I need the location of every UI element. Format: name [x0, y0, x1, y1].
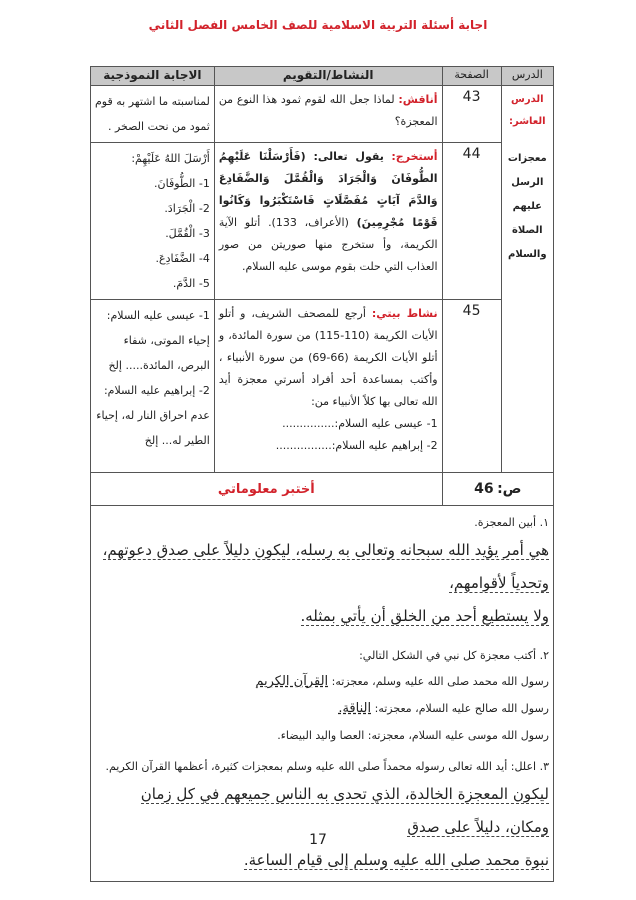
answer-line: الطير له... إلخ	[144, 434, 210, 447]
answer-text: نبوة محمد صلى الله عليه وسلم إلى قيام الساعة.	[243, 851, 549, 869]
lesson-word: والسلام	[508, 249, 547, 260]
question-3	[95, 755, 549, 779]
answer-line: إحياء الموتى، شفاء	[123, 334, 210, 347]
lesson-word: الرسل	[511, 177, 544, 188]
section-header-row	[91, 473, 554, 506]
questions-cell	[91, 506, 554, 882]
page-title: اجابة أسئلة التربية الاسلامية للصف الخامس الفصل الثاني	[148, 18, 488, 32]
question-text: أكتب معجزة كل نبي في الشكل التالي:	[359, 649, 537, 662]
answer-cell	[91, 86, 215, 143]
question-2-line	[95, 722, 549, 749]
activity-label: نشاط بيتي:	[371, 307, 438, 320]
activity-cell	[214, 86, 442, 143]
section-title: أختبر معلوماتي	[217, 481, 315, 497]
answer-line: 4- الضَّفَادِعَ.	[155, 252, 210, 265]
answer-text: ليكون المعجزة الخالدة، الذي تحدى به الناس جميعهم في كل زمان ومكان، دليلاً على صدق	[140, 785, 549, 836]
line-prefix: رسول الله موسى عليه السلام، معجزته:	[367, 729, 549, 742]
activity-cell	[214, 300, 442, 473]
page-number: 17	[309, 832, 327, 848]
table-row	[91, 86, 554, 143]
activity-text: لماذا جعل الله لقوم ثمود هذا النوع من المعجزة؟	[218, 93, 438, 128]
answer-cell	[91, 143, 215, 300]
line-prefix: رسول الله محمد صلى الله عليه وسلم، معجزته:	[331, 675, 549, 688]
header-lesson: الدرس	[501, 67, 553, 86]
answer-line: 1- الطُّوفَانَ.	[154, 177, 210, 190]
lesson-word: عليهم	[512, 201, 543, 212]
header-page: الصفحة	[442, 67, 501, 86]
section-page-cell	[442, 473, 553, 506]
questions-row	[91, 506, 554, 882]
question-2-line	[95, 668, 549, 695]
question-2	[95, 644, 549, 668]
answer-line: 3- الْقُمَّلَ.	[165, 227, 210, 240]
answer-cell	[91, 300, 215, 473]
activity-cell	[214, 143, 442, 300]
answer-line: ثمود من نحت الصخر .	[107, 120, 210, 133]
question-text: اعلل: أيد الله تعالى رسوله محمداً صلى الله عليه وسلم بمعجزات كثيرة، أعظمها القرآن الكريم.	[105, 760, 537, 773]
answer-text: هي أمر يؤيد الله سبحانه وتعالى به رسله، ليكون دليلاً على صدق دعوتهم، وتحدياً لأقوامهم،	[102, 541, 549, 592]
activity-item: 2- إبراهيم عليه السلام:................	[275, 439, 438, 452]
line-answer: العصا واليد البيضاء.	[277, 729, 365, 742]
question-text: أبين المعجزة.	[474, 516, 537, 529]
answer-line: لمناسبته ما اشتهر به قوم	[95, 95, 210, 108]
section-page-number: 46	[474, 481, 494, 497]
section-page-label: ص:	[497, 481, 522, 497]
answer-text: ولا يستطيع أحد من الخلق أن يأتي بمثله.	[300, 607, 549, 625]
answer-line: البرص، المائدة..... إلخ	[108, 359, 210, 372]
answer-line: 5- الدَّمَ.	[172, 277, 210, 290]
table-row	[91, 300, 554, 473]
table-header-row	[91, 67, 554, 86]
lesson-title-2: العاشر:	[508, 116, 546, 127]
question-1	[95, 511, 549, 535]
answer-line: 2- إبراهيم عليه السلام:	[103, 384, 210, 397]
activity-text: أرجع للمصحف الشريف، و أتلو الأيات الكريمة (110-115) من سورة المائدة، و أتلو الأيات الكريمة (66-69) من سورة الأنبياء ، وأكتب بمساعدة أحد أفراد أسرتي معجزة أيد الله تعالى بها كلاً الأنبياء من:	[218, 307, 438, 408]
answer-line: 2- الْجَرَادَ.	[164, 202, 210, 215]
question-number: ١.	[539, 516, 549, 529]
activity-text: أتلو الآية الكريمة، وأ ستخرج منها صوريتن من صور العذاب التي حلت بقوم موسى عليه السلام.	[218, 216, 438, 273]
verse-reference: (الأعراف، 133).	[268, 216, 349, 229]
activity-label: أستخرج:	[391, 150, 438, 163]
line-answer: الناقة.	[338, 701, 372, 716]
answers-table	[90, 66, 554, 882]
page-num: 43	[442, 86, 501, 143]
lesson-word: معجزات	[507, 153, 547, 164]
answer-line: 1- عيسى عليه السلام:	[106, 309, 210, 322]
activity-label: أناقش:	[398, 93, 438, 106]
header-activity: النشاط/التقويم	[214, 67, 442, 86]
section-title-cell	[91, 473, 443, 506]
header-answer: الاجابة النموذجية	[91, 67, 215, 86]
lesson-title-1: الدرس	[511, 94, 544, 105]
activity-item: 1- عيسى عليه السلام:...............	[282, 417, 438, 430]
page-num: 45	[442, 300, 501, 473]
answer-title: أَرْسَلَ اللهُ عَلَيْهِمْ:	[131, 152, 210, 165]
line-prefix: رسول الله صالح عليه السلام، معجزته:	[374, 702, 549, 715]
quran-verse: يقول تعالى: (فَأَرْسَلْنَا عَلَيْهِمُ الطُّوفَانَ وَالْجَرَادَ وَالْقُمَّلَ وَالضَّفَادِعَ وَالدَّمَ آيَاتٍ مُفَصَّلَاتٍ فَاسْتَكْبَرُوا وَكَانُوا قَوْمًا مُجْرِمِينَ)	[218, 150, 438, 229]
question-2-line	[95, 695, 549, 722]
page-num: 44	[442, 143, 501, 300]
question-number: ٣.	[539, 760, 549, 773]
lesson-subtitle	[506, 147, 549, 267]
answer-line: عدم احراق النار له، إحياء	[96, 409, 210, 422]
question-number: ٢.	[539, 649, 549, 662]
question-3-answer	[95, 779, 549, 878]
lesson-word: الصلاة	[512, 225, 543, 236]
line-answer: القرآن الكريم	[255, 674, 329, 689]
lesson-cell	[501, 86, 553, 473]
table-row	[91, 143, 554, 300]
question-1-answer	[95, 535, 549, 634]
